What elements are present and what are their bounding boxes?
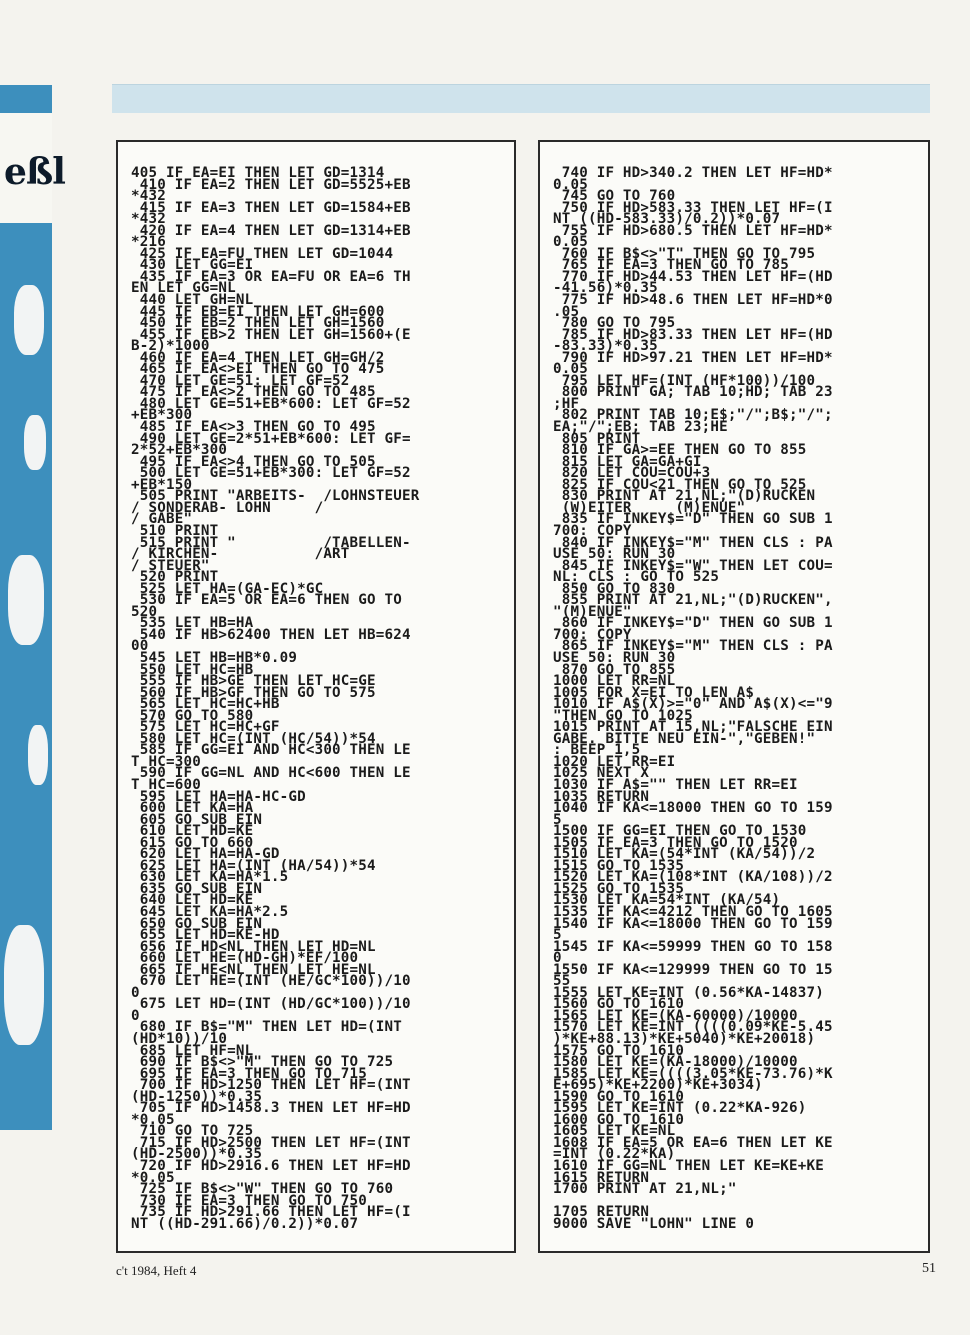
left-photo-strip bbox=[0, 85, 65, 1130]
basic-listing-left: 405 IF EA=EI THEN LET GD=1314 410 IF EA=2 THEN LET GD=5525+EB *432 415 IF EA=3 THEN LET GD=1584+EB *432 420 IF EA=4 THEN LET GD=1314+EB *216 425 IF EA=FU THEN LET GD=1044 430 LET GG=EI 435 IF EA=3 OR EA=FU OR EA=6 TH EN LET GG=NL 440 LET GH=NL 445 IF EB=EI THEN LET GH=600 450 IF EB=2 THEN LET GH=1560 455 IF EB>2 THEN LET GH=1560+(E B-2)*1000 460 IF EA=4 THEN LET GH=GH/2 465 IF EA<>EI THEN GO TO 475 470 LET GE=51: LET GF=52 475 IF EA<>2 THEN GO TO 485 480 LET GE=51+EB*600: LET GF=52 +EB*300 485 IF EA<>3 THEN GO TO 495 490 LET GE=2*51+EB*600: LET GF= 2*52+EB*300 495 IF EA<>4 THEN GO TO 505 500 LET GE=51+EB*300: LET GF=52 +EB*150 505 PRINT "ARBEITS- /LOHNSTEUER / SONDERAB- LOHN / / GABE" 510 PRINT 515 PRINT " /TABELLEN- / KIRCHEN- /ART / STEUER" 520 PRINT 525 LET HA=(GA-EC)*GC 530 IF EA=5 OR EA=6 THEN GO TO 520 535 LET HB=HA 540 IF HB>62400 THEN LET HB=624 00 545 LET HB=HB*0.09 550 LET HC=HB 555 IF HB>GE THEN LET HC=GE 560 IF HB>GF THEN GO TO 575 565 LET HC=HC+HB 570 GO TO 580 575 LET HC=HC+GF 580 LET HC=(INT (HC/54))*54 585 IF GG=EI AND HC<300 THEN LE T HC=300 590 IF GG=NL AND HC<600 THEN LE T HC=600 595 LET HA=HA-HC-GD 600 LET KA=HA 605 GO SUB EIN 610 LET HD=KE 615 GO TO 660 620 LET HA=HA-GD 625 LET HA=(INT (HA/54))*54 630 LET KA=HA*1.5 635 GO SUB EIN 640 LET HD=KE 645 LET KA=HA*2.5 650 GO SUB EIN 655 LET HD=KE-HD 656 IF HD<NL THEN LET HD=NL 660 LET HE=(HD-GH)*EF/100 665 IF HE<NL THEN LET HE=NL 670 LET HE=(INT (HE/GC*100))/10 0 675 LET HD=(INT (HD/GC*100))/10 0 680 IF B$="M" THEN LET HD=(INT (HD*10))/10 685 LET HF=NL 690 IF B$<>"M" THEN GO TO 725 695 IF EA=3 THEN GO TO 715 700 IF HD>1250 THEN LET HF=(INT (HD-1250))*0.35 705 IF HD>1458.3 THEN LET HF=HD *0.05 710 GO TO 725 715 IF HD>2500 THEN LET HF=(INT (HD-2500))*0.35 720 IF HD>2916.6 THEN LET HF=HD *0.05 725 IF B$<>"W" THEN GO TO 760 730 IF EA=3 THEN GO TO 750 735 IF HD>291.66 THEN LET HF=(I NT ((HD-291.66)/0.2))*0.07 bbox=[131, 165, 420, 1232]
photo-highlight bbox=[4, 925, 44, 1045]
basic-listing-right: 740 IF HD>340.2 THEN LET HF=HD* 0.05 745 GO TO 760 750 IF HD>583.33 THEN LET HF=(I NT ((HD-583.33)/0.2))*0.07 755 IF HD>680.5 THEN LET HF=HD* 0.05 760 IF B$<>"T" THEN GO TO 795 765 IF EA=3 THEN GO TO 785 770 IF HD>44.53 THEN LET HF=(HD -41.56)*0.35 775 IF HD>48.6 THEN LET HF=HD*0 .05 780 GO TO 795 785 IF HD>83.33 THEN LET HF=(HD -83.33)*0.35 790 IF HD>97.21 THEN LET HF=HD* 0.05 795 LET HF=(INT (HF*100))/100 800 PRINT GA; TAB 10;HD; TAB 23 ;HF 802 PRINT TAB 10;E$;"/";B$;"/"; EA;"/";EB; TAB 23;HE 805 PRINT 810 IF GA>=EE THEN GO TO 855 815 LET GA=GA+GI 820 LET COU=COU+3 825 IF COU<21 THEN GO TO 525 830 PRINT AT 21,NL;"(D)RUCKEN (W)EITER (M)ENUE" 835 IF INKEY$="D" THEN GO SUB 1 700: COPY 840 IF INKEY$="M" THEN CLS : PA USE 50: RUN 30 845 IF INKEY$="W" THEN LET COU= NL: CLS : GO TO 525 850 GO TO 830 855 PRINT AT 21,NL;"(D)RUCKEN", "(M)ENUE" 860 IF INKEY$="D" THEN GO SUB 1 700: COPY 865 IF INKEY$="M" THEN CLS : PA USE 50: RUN 30 870 GO TO 855 1000 LET RR=NL 1005 FOR X=EI TO LEN A$ 1010 IF A$(X)>="0" AND A$(X)<="9 "THEN GO TO 1025 1015 PRINT AT 15,NL;"FALSCHE EIN GABE. BITTE NEU EIN-","GEBEN!" : BEEP 1,5 1020 LET RR=EI 1025 NEXT X 1030 IF A$="" THEN LET RR=EI 1035 RETURN 1040 IF KA<=18000 THEN GO TO 159 5 1500 IF GG=EI THEN GO TO 1530 1505 IF EA=3 THEN GO TO 1520 1510 LET KA=(54*INT (KA/54))/2 1515 GO TO 1535 1520 LET KA=(108*INT (KA/108))/2 1525 GO TO 1535 1530 LET KA=54*INT (KA/54) 1535 IF KA<=4212 THEN GO TO 1605 1540 IF KA<=18000 THEN GO TO 159 5 1545 IF KA<=59999 THEN GO TO 158 0 1550 IF KA<=129999 THEN GO TO 15 55 1555 LET KE=INT (0.56*KA-14837) 1560 GO TO 1610 1565 LET KE=(KA-60000)/10000 1570 LET KE=INT ((((0.09*KE-5.45 )*KE+88.13)*KE+5040)*KE+20018) 1575 GO TO 1610 1580 LET KE=(KA-18000)/10000 1585 LET KE=((((3.05*KE-73.76)*K E+695)*KE+2200)*KE+3034) 1590 GO TO 1610 1595 LET KE=INT (0.22*KA-926) 1600 GO TO 1610 1605 LET KE=NL 1608 IF EA=5 OR EA=6 THEN LET KE =INT (0.22*KA) 1610 IF GG=NL THEN LET KE=KE+KE 1615 RETURN 1700 PRINT AT 21,NL;" 1705 RETURN 9000 SAVE "LOHN" LINE 0 bbox=[553, 165, 833, 1232]
photo-highlight bbox=[24, 415, 46, 470]
listing-column-left bbox=[116, 140, 516, 1253]
photo-highlight bbox=[28, 725, 48, 785]
top-banner bbox=[112, 84, 930, 113]
photo-highlight bbox=[14, 285, 44, 355]
footer-source: c't 1984, Heft 4 bbox=[116, 1263, 197, 1278]
page-number: 51 bbox=[922, 1261, 936, 1276]
photo-highlight bbox=[8, 555, 44, 645]
listing-column-right bbox=[538, 140, 930, 1253]
headline-fragment: eßl bbox=[4, 151, 65, 193]
